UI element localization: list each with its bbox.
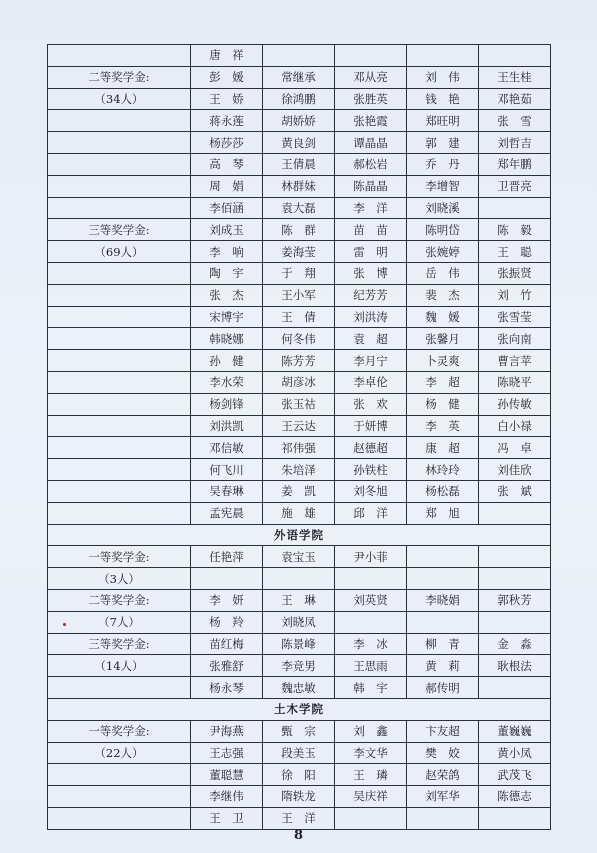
department-header-row (48, 698, 551, 720)
table-row (48, 110, 551, 132)
award-label (48, 393, 191, 415)
student-name: 宋博宇 (191, 306, 263, 328)
student-name: 李 超 (407, 371, 479, 393)
student-name: 甄 宗 (263, 720, 335, 742)
student-name: 王 聪 (479, 241, 551, 263)
student-name (407, 45, 479, 67)
student-name: 王志强 (191, 742, 263, 764)
student-name: 郭秋芳 (479, 589, 551, 611)
student-name: 赵荣鸽 (407, 764, 479, 786)
student-name: 胡彦冰 (263, 371, 335, 393)
student-name: 韩 宇 (335, 677, 407, 699)
table-row (48, 306, 551, 328)
student-name: 常继承 (263, 66, 335, 88)
student-name: 杨松磊 (407, 480, 479, 502)
student-name: 刘晓凤 (263, 611, 335, 633)
student-name: 何冬伟 (263, 328, 335, 350)
student-name: 陈德志 (479, 786, 551, 808)
award-label (48, 480, 191, 502)
student-name: 林玲玲 (407, 459, 479, 481)
student-name: 李文华 (335, 742, 407, 764)
student-name: 李 英 (407, 415, 479, 437)
student-name: 卞友超 (407, 720, 479, 742)
student-name (479, 45, 551, 67)
student-name: 张玉祜 (263, 393, 335, 415)
student-name: 姜 凯 (263, 480, 335, 502)
student-name: 李月宁 (335, 350, 407, 372)
student-name: 张雅舒 (191, 655, 263, 677)
student-name: 袁大磊 (263, 197, 335, 219)
student-name: 吴庆祥 (335, 786, 407, 808)
student-name: 苗红梅 (191, 633, 263, 655)
student-name: 黄小凤 (479, 742, 551, 764)
award-label (48, 197, 191, 219)
student-name (407, 546, 479, 568)
student-name: 王生桂 (479, 66, 551, 88)
student-name: 刘军华 (407, 786, 479, 808)
student-name: 王 倩 (263, 306, 335, 328)
student-name (407, 568, 479, 590)
award-label (48, 371, 191, 393)
student-name: 周 娟 (191, 175, 263, 197)
table-row (48, 807, 551, 829)
student-name: 郑旺明 (407, 110, 479, 132)
table-row (48, 88, 551, 110)
award-label (48, 764, 191, 786)
award-label: （69人） (48, 241, 191, 263)
student-name: 曹言苹 (479, 350, 551, 372)
student-name: 张馨月 (407, 328, 479, 350)
student-name (263, 45, 335, 67)
table-row (48, 371, 551, 393)
student-name: 张振贤 (479, 262, 551, 284)
student-name: 高 琴 (191, 153, 263, 175)
student-name (407, 807, 479, 829)
table-row (48, 197, 551, 219)
student-name: 王 卫 (191, 807, 263, 829)
student-name: 李佰涵 (191, 197, 263, 219)
student-name: 邓从亮 (335, 66, 407, 88)
student-name: 李水荣 (191, 371, 263, 393)
student-name: 杨永琴 (191, 677, 263, 699)
table-row (48, 611, 551, 633)
student-name: 杨剑锋 (191, 393, 263, 415)
award-label (48, 110, 191, 132)
table-row (48, 633, 551, 655)
student-name: 袁 超 (335, 328, 407, 350)
table-row (48, 437, 551, 459)
table-row (48, 328, 551, 350)
student-name: 张婉婷 (407, 241, 479, 263)
student-name: 孟宪晨 (191, 502, 263, 524)
table-row (48, 546, 551, 568)
student-name: 王 洋 (263, 807, 335, 829)
student-name: 刘 竹 (479, 284, 551, 306)
student-name: 钱 艳 (407, 88, 479, 110)
student-name: 董聪慧 (191, 764, 263, 786)
student-name: 王 璘 (335, 764, 407, 786)
student-name: 陈 毅 (479, 219, 551, 241)
student-name: 郝松岩 (335, 153, 407, 175)
award-label (48, 786, 191, 808)
student-name: 徐 阳 (263, 764, 335, 786)
table-row (48, 459, 551, 481)
student-name: 陈 群 (263, 219, 335, 241)
student-name: 王 娇 (191, 88, 263, 110)
student-name: 张艳霞 (335, 110, 407, 132)
student-name: 刘洪涛 (335, 306, 407, 328)
student-name: 刘洪凯 (191, 415, 263, 437)
student-name: 张 博 (335, 262, 407, 284)
student-name: 陈晓平 (479, 371, 551, 393)
student-name: 郑年鹏 (479, 153, 551, 175)
award-label: 三等奖学金: (48, 633, 191, 655)
table-row (48, 480, 551, 502)
table-row (48, 219, 551, 241)
student-name: 刘哲吉 (479, 132, 551, 154)
student-name: 董巍巍 (479, 720, 551, 742)
student-name: 于 翔 (263, 262, 335, 284)
student-name (479, 568, 551, 590)
student-name: 王小军 (263, 284, 335, 306)
student-name: 邱 洋 (335, 502, 407, 524)
student-name: 韩晓娜 (191, 328, 263, 350)
student-name (263, 568, 335, 590)
table-row (48, 132, 551, 154)
table-row (48, 45, 551, 67)
student-name: 郑 旭 (407, 502, 479, 524)
student-name: 张 斌 (479, 480, 551, 502)
student-name: 魏忠敏 (263, 677, 335, 699)
award-label: （7人） (48, 611, 191, 633)
student-name: 张胜英 (335, 88, 407, 110)
student-name: 王思雨 (335, 655, 407, 677)
student-name: 刘冬旭 (335, 480, 407, 502)
award-label (48, 807, 191, 829)
student-name: 刘晓溪 (407, 197, 479, 219)
student-name: 张雪莹 (479, 306, 551, 328)
table-row (48, 415, 551, 437)
table-row (48, 66, 551, 88)
student-name: 邓信敏 (191, 437, 263, 459)
student-name: 乔 丹 (407, 153, 479, 175)
student-name: 苗 苗 (335, 219, 407, 241)
award-label: 二等奖学金: (48, 66, 191, 88)
student-name: 任艳萍 (191, 546, 263, 568)
student-name: 刘成玉 (191, 219, 263, 241)
department-name: 土木学院 (48, 698, 551, 720)
student-name: 陈芳芳 (263, 350, 335, 372)
student-name: 李增智 (407, 175, 479, 197)
student-name: 李 响 (191, 241, 263, 263)
award-label: 一等奖学金: (48, 546, 191, 568)
student-name: 刘 伟 (407, 66, 479, 88)
student-name (335, 611, 407, 633)
student-name (335, 45, 407, 67)
award-label (48, 350, 191, 372)
table-row (48, 677, 551, 699)
student-name: 裴 杰 (407, 284, 479, 306)
student-name: 李卓伦 (335, 371, 407, 393)
award-label: （14人） (48, 655, 191, 677)
student-name: 朱培泽 (263, 459, 335, 481)
student-name (407, 611, 479, 633)
student-name: 吴春琳 (191, 480, 263, 502)
table-row (48, 589, 551, 611)
student-name: 赵德超 (335, 437, 407, 459)
student-name: 于妍博 (335, 415, 407, 437)
table-row (48, 764, 551, 786)
table-row (48, 350, 551, 372)
student-name: 姜海莹 (263, 241, 335, 263)
student-name: 卫晋亮 (479, 175, 551, 197)
student-name (479, 546, 551, 568)
student-name: 刘英贤 (335, 589, 407, 611)
student-name: 孙传敏 (479, 393, 551, 415)
student-name: 胡娇娇 (263, 110, 335, 132)
table-row (48, 241, 551, 263)
award-label (48, 153, 191, 175)
table-row (48, 262, 551, 284)
award-label: 二等奖学金: (48, 589, 191, 611)
student-name: 施 雄 (263, 502, 335, 524)
award-label: （34人） (48, 88, 191, 110)
award-label (48, 284, 191, 306)
student-name (479, 677, 551, 699)
award-label: 三等奖学金: (48, 219, 191, 241)
student-name: 李继伟 (191, 786, 263, 808)
student-name: 唐 祥 (191, 45, 263, 67)
award-label: （22人） (48, 742, 191, 764)
student-name: 张向南 (479, 328, 551, 350)
student-name: 陈景峰 (263, 633, 335, 655)
award-label (48, 437, 191, 459)
student-name: 刘 鑫 (335, 720, 407, 742)
student-name: 杨 羚 (191, 611, 263, 633)
student-name (479, 807, 551, 829)
award-label (48, 328, 191, 350)
student-name: 金 淼 (479, 633, 551, 655)
student-name (191, 568, 263, 590)
student-name: 卜灵爽 (407, 350, 479, 372)
table-row (48, 175, 551, 197)
student-name: 冯 卓 (479, 437, 551, 459)
student-name: 张 欢 (335, 393, 407, 415)
student-name: 郭 建 (407, 132, 479, 154)
student-name: 白小禄 (479, 415, 551, 437)
student-name: 刘佳欣 (479, 459, 551, 481)
student-name: 李竞男 (263, 655, 335, 677)
department-header-row (48, 524, 551, 546)
table-row (48, 786, 551, 808)
student-name: 何飞川 (191, 459, 263, 481)
table-row (48, 393, 551, 415)
student-name: 张 雪 (479, 110, 551, 132)
student-name: 王 琳 (263, 589, 335, 611)
award-label (48, 306, 191, 328)
student-name: 柳 青 (407, 633, 479, 655)
table-row (48, 502, 551, 524)
student-name (479, 611, 551, 633)
student-name (479, 502, 551, 524)
student-name: 尹海燕 (191, 720, 263, 742)
award-label: 一等奖学金: (48, 720, 191, 742)
student-name: 陶 宇 (191, 262, 263, 284)
student-name: 李晓娟 (407, 589, 479, 611)
table-row (48, 153, 551, 175)
student-name: 魏 媛 (407, 306, 479, 328)
student-name: 尹小菲 (335, 546, 407, 568)
student-name (335, 807, 407, 829)
student-name: 徐鸿鹏 (263, 88, 335, 110)
student-name: 李 妍 (191, 589, 263, 611)
award-label (48, 459, 191, 481)
student-name (335, 568, 407, 590)
student-name: 孙铁柱 (335, 459, 407, 481)
award-label (48, 132, 191, 154)
student-name: 杨 健 (407, 393, 479, 415)
student-name: 纪芳芳 (335, 284, 407, 306)
student-name: 王倩晨 (263, 153, 335, 175)
award-label (48, 502, 191, 524)
student-name: 武茂飞 (479, 764, 551, 786)
student-name: 雷 明 (335, 241, 407, 263)
student-name (479, 197, 551, 219)
award-label (48, 175, 191, 197)
table-row (48, 742, 551, 764)
table-row (48, 655, 551, 677)
student-name: 王云达 (263, 415, 335, 437)
table-row (48, 720, 551, 742)
student-name: 杨莎莎 (191, 132, 263, 154)
student-name: 李 洋 (335, 197, 407, 219)
student-name: 陈晶晶 (335, 175, 407, 197)
student-name: 耿根法 (479, 655, 551, 677)
student-name: 孙 健 (191, 350, 263, 372)
department-name: 外语学院 (48, 524, 551, 546)
scholarship-table (47, 44, 551, 830)
student-name: 祁伟强 (263, 437, 335, 459)
award-label (48, 45, 191, 67)
award-label: （3人） (48, 568, 191, 590)
student-name: 康 超 (407, 437, 479, 459)
student-name: 岳 伟 (407, 262, 479, 284)
student-name: 谭晶晶 (335, 132, 407, 154)
page-number: 8 (293, 828, 304, 843)
student-name: 袁宝玉 (263, 546, 335, 568)
award-label (48, 262, 191, 284)
student-name: 隋轶龙 (263, 786, 335, 808)
student-name: 陈明岱 (407, 219, 479, 241)
award-label (48, 677, 191, 699)
student-name: 段美玉 (263, 742, 335, 764)
student-name: 蒋永莲 (191, 110, 263, 132)
award-label (48, 415, 191, 437)
table-row (48, 568, 551, 590)
student-name: 林群妹 (263, 175, 335, 197)
student-name: 黄良剑 (263, 132, 335, 154)
student-name: 黄 莉 (407, 655, 479, 677)
student-name: 张 杰 (191, 284, 263, 306)
student-name: 邓艳茹 (479, 88, 551, 110)
student-name: 樊 姣 (407, 742, 479, 764)
student-name: 郝传明 (407, 677, 479, 699)
table-row (48, 284, 551, 306)
student-name: 彭 媛 (191, 66, 263, 88)
student-name: 李 冰 (335, 633, 407, 655)
